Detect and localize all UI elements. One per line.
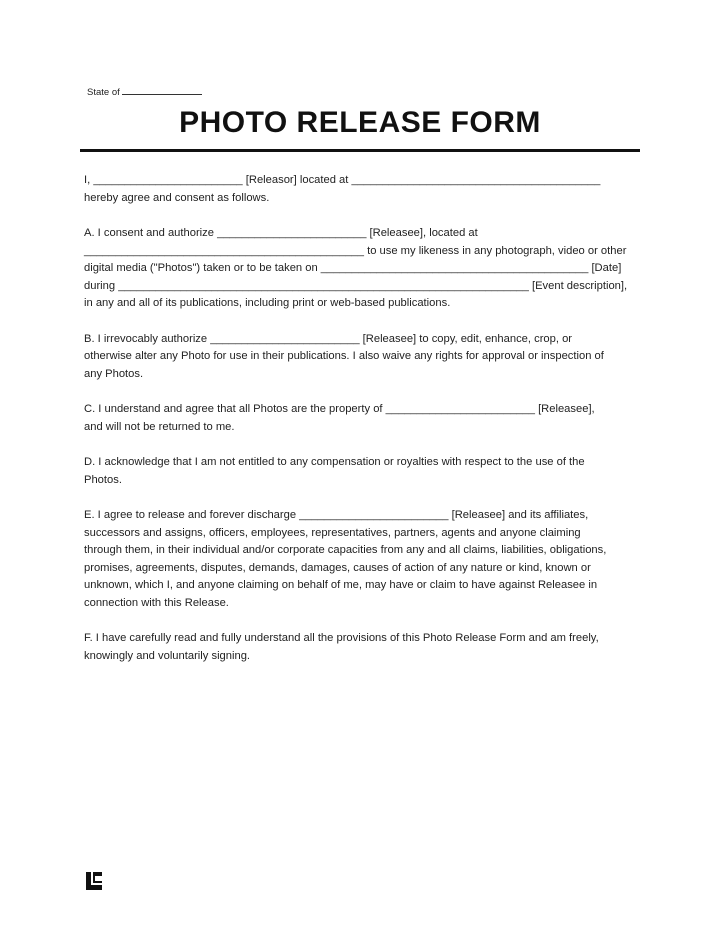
paragraph-line: knowingly and voluntarily signing. — [84, 649, 251, 662]
paragraph-f — [84, 630, 636, 665]
paragraph-line: I, ________________________ [Releasor] located at ________________________________________ — [84, 174, 601, 186]
paragraph-b — [84, 331, 636, 384]
brand-logo-icon — [86, 872, 102, 890]
paragraph-d — [84, 454, 636, 489]
paragraph-e — [84, 507, 636, 612]
paragraph-line: F. I have carefully read and fully understand all the provisions of this Photo Release Form and am freely, — [84, 632, 599, 644]
paragraph-line: through them, in their individual and/or corporate capacities from any and all claims, liabilities, obligations, — [84, 544, 607, 556]
paragraph-intro — [84, 172, 636, 207]
state-blank — [122, 86, 202, 95]
paragraph-line: during __________________________________________________________________ [Event description], — [84, 279, 628, 292]
paragraph-line: in any and all of its publications, including print or web-based publications. — [84, 297, 451, 309]
paragraph-line: promises, agreements, disputes, demands, damages, causes of action of any nature or kind, known or — [84, 561, 591, 574]
paragraph-line: _____________________________________________ to use my likeness in any photograph, video or other — [84, 244, 627, 257]
paragraph-line: Photos. — [84, 473, 122, 486]
document-title: PHOTO RELEASE FORM — [179, 106, 541, 139]
paragraph-line: otherwise alter any Photo for use in their publications. I also waive any rights for approval or inspection of — [84, 350, 604, 362]
paragraph-line: B. I irrevocably authorize ________________________ [Releasee] to copy, edit, enhance, crop, or — [84, 332, 573, 345]
paragraph-a — [84, 225, 636, 313]
paragraph-line: any Photos. — [84, 367, 144, 380]
paragraph-line: unknown, which I, and anyone claiming on behalf of me, may have or claim to have against Releasee in — [84, 579, 598, 591]
paragraph-line: connection with this Release. — [84, 596, 229, 609]
paragraph-line: E. I agree to release and forever discharge ________________________ [Releasee] and its affiliates, — [84, 509, 589, 521]
paragraph-line: hereby agree and consent as follows. — [84, 191, 270, 204]
paragraph-line: and will not be returned to me. — [84, 420, 235, 433]
paragraph-line: C. I understand and agree that all Photos are the property of ________________________ [Releasee], — [84, 403, 595, 415]
paragraph-line: D. I acknowledge that I am not entitled to any compensation or royalties with respect to the use of the — [84, 456, 585, 468]
document-body — [84, 172, 636, 683]
title-rule — [80, 149, 640, 152]
state-label: State of — [87, 87, 120, 98]
paragraph-line: successors and assigns, officers, employees, representatives, partners, agents and anyone claiming — [84, 526, 581, 539]
paragraph-line: A. I consent and authorize ________________________ [Releasee], located at — [84, 227, 478, 239]
state-field — [87, 86, 202, 98]
paragraph-c — [84, 401, 636, 436]
paragraph-line: digital media ("Photos") taken or to be taken on ___________________________________________ [Date] — [84, 262, 622, 274]
